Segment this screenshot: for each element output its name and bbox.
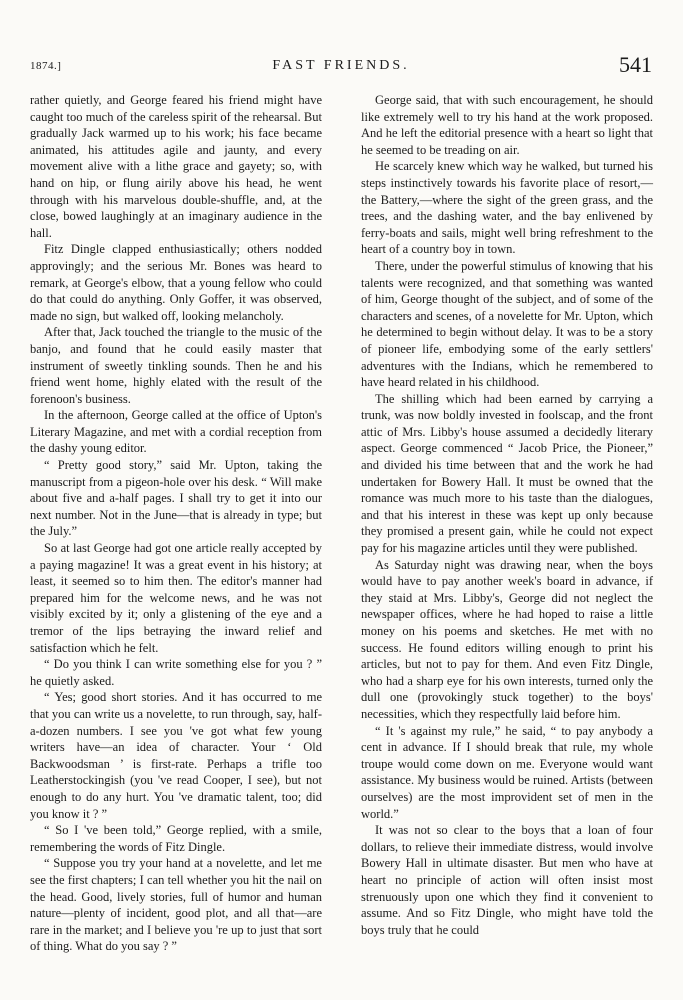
paragraph: He scarcely knew which way he walked, but turned his steps instinctively towards his favorite place of resort,—the Battery,—where the sight of the green grass, and the trees, and the dashing water, and the bay enlivened by ferry-boats and sails, might well bring refreshment to the heart of a country boy in town. xyxy=(361,159,653,257)
paragraph: “ Do you think I can write something else for you ? ” he quietly asked. xyxy=(30,657,322,688)
right-column xyxy=(361,92,653,938)
running-header xyxy=(30,50,652,84)
paragraph: As Saturday night was drawing near, when the boys would have to pay another week's board in advance, if they staid at Mrs. Libby's, George did not neglect the newspaper offices, where he had hoped to raise a little money on his poems and sketches. He met with no success. He found editors willing enough to print his articles, but not to pay for them. And even Fitz Dingle, who had a sharp eye for his own interests, turned only the dull one (provokingly stuck together) to the boys' necessities, which they respectfully laid before him. xyxy=(361,557,653,721)
left-column xyxy=(30,92,322,955)
header-title: FAST FRIENDS. xyxy=(272,58,410,73)
paragraph: It was not so clear to the boys that a loan of four dollars, to relieve their immediate distress, would involve Bowery Hall in ultimate disaster. But men who have at heart no principle of action will often insist most strenuously upon one which they find it convenient to assume. And so Fitz Dingle, who might have told the boys truly that he could xyxy=(361,823,653,937)
paragraph: “ Yes; good short stories. And it has occurred to me that you can write us a novelette, to run through, say, half-a-dozen numbers. I see you 've got what few young writers have—an idea of character. Your ‘ Old Backwoodsman ’ is first-rate. Perhaps a trifle too Leatherstockingish (you 've read Cooper, I see), but not enough to do any hurt. You 've dramatic talent, too; did you know it ? ” xyxy=(30,690,322,821)
paragraph: rather quietly, and George feared his friend might have caught too much of the careless spirit of the rehearsal. But gradually Jack warmed up to his work; his face became animated, his attitudes agile and jaunty, and every movement alive with a lithe grace and gayety; so, with hand on hip, or flung airily above his head, he went through with his marvelous double-shuffle, and, at the close, bowed laughingly at an imaginary audience in the hall. xyxy=(30,93,322,240)
paragraph: The shilling which had been earned by carrying a trunk, was now boldly invested in foolscap, and the front attic of Mrs. Libby's house assumed a decidedly literary aspect. George commenced “ Jacob Price, the Pioneer,” and divided his time between that and the work he had undertaken for Bowery Hall. It must be owned that the romance was much more to his taste than the dialogues, and that his interest in these was kept up only because they promised a present gain, while he could not expect pay for his magazine articles until they were published. xyxy=(361,391,653,556)
header-date: 1874.] xyxy=(30,60,62,72)
paragraph: “ So I 've been told,” George replied, with a smile, remembering the words of Fitz Dingle. xyxy=(30,823,322,854)
paragraph: There, under the powerful stimulus of knowing that his talents were recognized, and that something was wanted of him, George thought of the subject, and of some of the characters and scenes, of a novelette for Mr. Upton, which he determined to begin without delay. It was to be a story of pioneer life, embodying some of the early settlers' adventures with the Indians, which he remembered to have heard related in his childhood. xyxy=(361,258,653,390)
paragraph: George said, that with such encouragement, he should like extremely well to try his hand at the work proposed. And he left the editorial presence with a heart so light that he seemed to be treading on air. xyxy=(361,93,653,157)
paragraph: In the afternoon, George called at the office of Upton's Literary Magazine, and met with a cordial reception from the dashy young editor. xyxy=(30,408,322,456)
paragraph: “ Pretty good story,” said Mr. Upton, taking the manuscript from a pigeon-hole over his desk. “ Will make about five and a-half pages. I shall try to get it into our next number. Not in the June—that is already in type; but the July.” xyxy=(30,458,322,539)
paragraph: “ Suppose you try your hand at a novelette, and let me see the first chapters; I can tell whether you hit the nail on the head. Good, lively stories, full of humor and human nature—plenty of incident, good plot, and all that—are rare in the market; and I believe you 're up to just that sort of thing. What do you say ? ” xyxy=(30,856,322,954)
paragraph: So at last George had got one article really accepted by a paying magazine! It was a great event in his history; at least, it seemed so to him then. The editor's manner had prepared him for the welcome news, and he was not visibly excited by it; only a glistening of the eye and a tremor of the lips betraying the inward relief and satisfaction which he felt. xyxy=(30,541,322,655)
paragraph: “ It 's against my rule,” he said, “ to pay anybody a cent in advance. If I should break that rule, my whole troupe would come down on me. Everyone would want assistance. My business would be ruined. Artists (between ourselves) are the most improvident set of men in the world.” xyxy=(361,723,653,821)
paragraph: After that, Jack touched the triangle to the music of the banjo, and found that he could easily master that instrument of sweetly tinkling sounds. Then he and his friend went home, highly elated with the result of the forenoon's business. xyxy=(30,325,322,406)
page-number: 541 xyxy=(619,52,652,77)
paragraph: Fitz Dingle clapped enthusiastically; others nodded approvingly; and the serious Mr. Bones was heard to remark, at George's elbow, that a young fellow who could do that could do anything. Only Goffer, it was observed, made no sign, but walked off, looking melancholy. xyxy=(30,242,322,323)
